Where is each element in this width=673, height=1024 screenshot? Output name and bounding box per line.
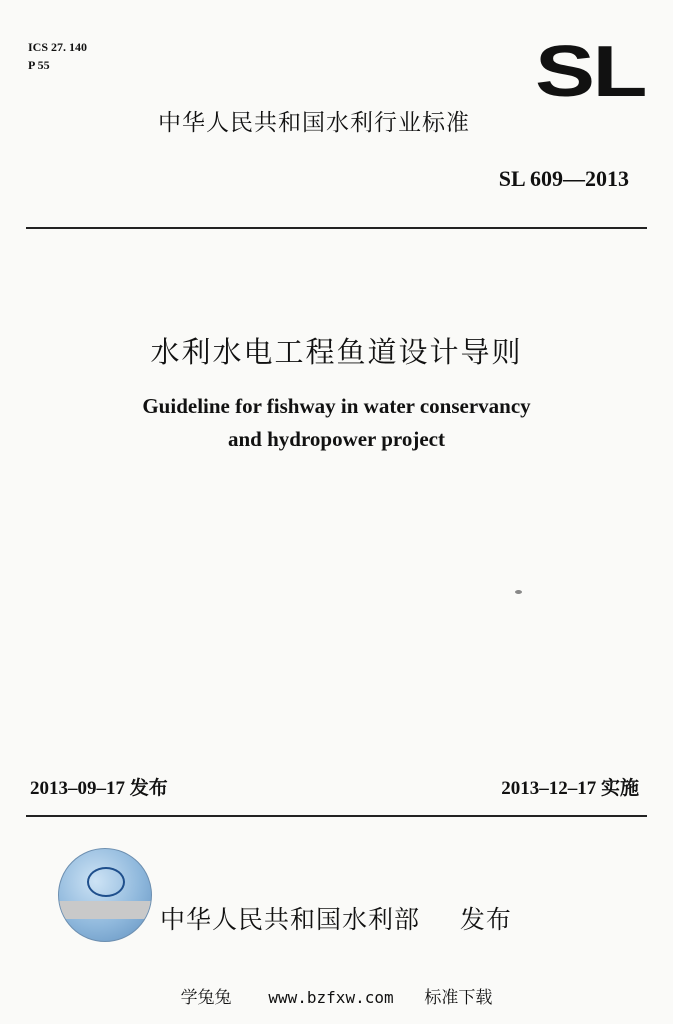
title-chinese: 水利水电工程鱼道设计导则 <box>150 335 523 369</box>
ics-category: P 55 <box>28 58 50 72</box>
publisher-line <box>160 900 512 936</box>
industry-standard-heading: 中华人民共和国水利行业标准 <box>158 110 470 136</box>
implement-date-line <box>501 773 639 800</box>
title-english-line1: Guideline for fishway in water conservancy <box>142 394 531 418</box>
issue-label: 发布 <box>129 777 168 799</box>
anti-counterfeit-seal-icon <box>58 848 152 942</box>
footer-url[interactable]: www.bzfxw.com <box>268 988 394 1007</box>
print-speck <box>515 590 522 594</box>
title-english <box>0 390 673 456</box>
seal-band <box>59 901 151 919</box>
top-divider <box>26 227 647 229</box>
standard-number: SL 609—2013 <box>498 166 629 191</box>
title-english-line2: and hydropower project <box>227 427 445 451</box>
sl-logo: SL <box>534 32 645 112</box>
seal-emblem-icon <box>87 867 125 897</box>
implement-date: 2013–12–17 <box>501 778 597 799</box>
ics-code: ICS 27. 140 <box>28 40 88 54</box>
publisher-action: 发布 <box>459 905 512 934</box>
footer-tagline: 标准下载 <box>424 988 493 1008</box>
issue-date-line <box>30 773 168 800</box>
footer-site-name: 学兔兔 <box>180 988 232 1008</box>
implement-label: 实施 <box>600 777 639 799</box>
publisher-name: 中华人民共和国水利部 <box>160 905 421 934</box>
bottom-divider <box>26 815 647 817</box>
footer <box>0 983 673 1008</box>
issue-date: 2013–09–17 <box>30 778 125 799</box>
ics-block <box>28 38 87 74</box>
